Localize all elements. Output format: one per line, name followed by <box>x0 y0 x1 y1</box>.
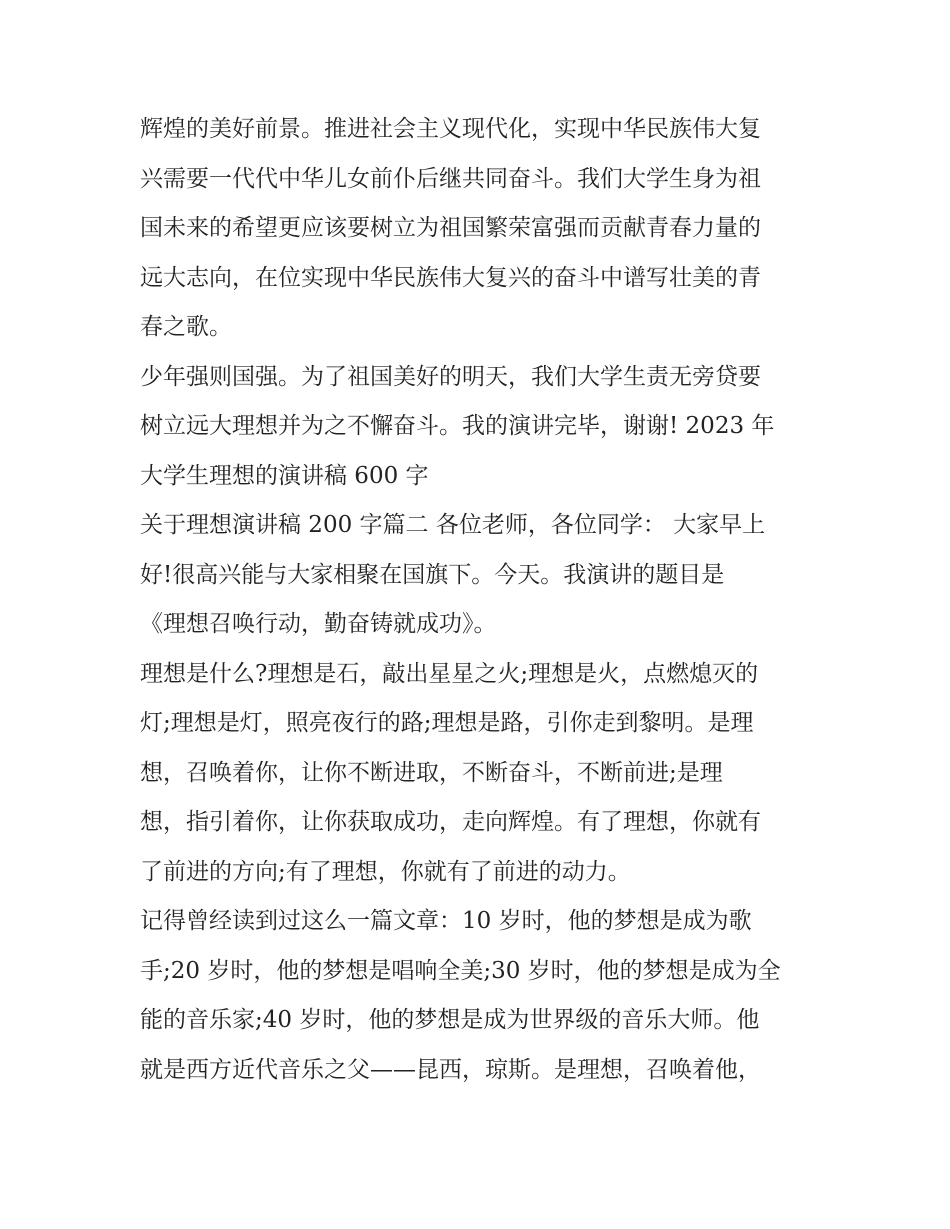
text-line: 好!很高兴能与大家相聚在国旗下。今天。我演讲的题目是 <box>140 561 725 588</box>
text-line: 关于理想演讲稿 200 字篇二 各位老师，各位同学： 大家早上 <box>140 512 766 538</box>
text-line: 手;20 岁时，他的梦想是唱响全美;30 岁时，他的梦想是成为全 <box>140 957 781 984</box>
text-line: 了前进的方向;有了理想，你就有了前进的动力。 <box>140 858 631 885</box>
text-line: 大学生理想的演讲稿 600 字 <box>140 462 429 489</box>
text-line: 辉煌的美好前景。推进社会主义现代化，实现中华民族伟大复 <box>140 116 761 142</box>
text-line: 远大志向，在位实现中华民族伟大复兴的奋斗中谱写壮美的青 <box>140 264 761 291</box>
text-line: 就是西方近代音乐之父——昆西，琼斯。是理想，召唤着他， <box>140 1056 761 1083</box>
text-line: 能的音乐家;40 岁时，他的梦想是成为世界级的音乐大师。他 <box>140 1007 760 1033</box>
text-line: 春之歌。 <box>140 314 232 340</box>
text-line: 树立远大理想并为之不懈奋斗。我的演讲完毕，谢谢! 2023 年 <box>140 413 775 439</box>
text-line: 兴需要一代代中华儿女前仆后继共同奋斗。我们大学生身为祖 <box>140 165 761 192</box>
text-line: 想，指引着你，让你获取成功，走向辉煌。有了理想，你就有 <box>140 809 761 835</box>
text-line: 国未来的希望更应该要树立为祖国繁荣富强而贡献青春力量的 <box>140 215 761 241</box>
text-line: 理想是什么?理想是石，敲出星星之火;理想是火，点燃熄灭的 <box>140 660 759 687</box>
document-body <box>140 105 830 1095</box>
text-line: 灯;理想是灯，照亮夜行的路;理想是路，引你走到黎明。是理 <box>140 710 754 736</box>
text-line: 想，召唤着你，让你不断进取，不断奋斗，不断前进;是理 <box>140 759 723 786</box>
text-line: 记得曾经读到过这么一篇文章：10 岁时，他的梦想是成为歌 <box>140 908 752 934</box>
text-line: 《理想召唤行动，勤奋铸就成功》。 <box>140 611 497 637</box>
text-line: 少年强则国强。为了祖国美好的明天，我们大学生责无旁贷要 <box>140 363 761 390</box>
